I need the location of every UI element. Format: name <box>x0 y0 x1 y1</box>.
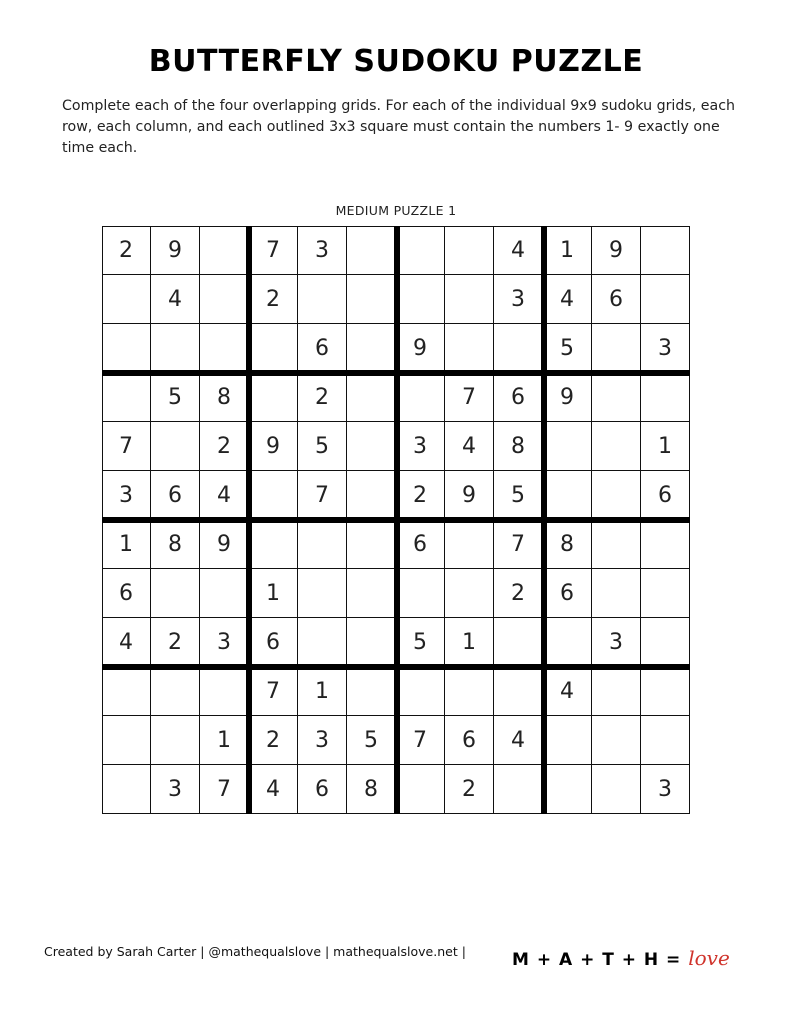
sudoku-cell[interactable]: 2 <box>249 716 298 765</box>
sudoku-cell[interactable]: 9 <box>445 471 494 520</box>
sudoku-cell[interactable]: 4 <box>494 716 543 765</box>
sudoku-cell[interactable] <box>298 618 347 667</box>
sudoku-cell[interactable] <box>543 716 592 765</box>
sudoku-cell[interactable]: 2 <box>298 373 347 422</box>
sudoku-cell[interactable]: 1 <box>445 618 494 667</box>
sudoku-cell[interactable]: 6 <box>396 520 445 569</box>
sudoku-cell[interactable] <box>592 765 641 814</box>
sudoku-cell[interactable] <box>641 275 690 324</box>
sudoku-cell[interactable] <box>592 716 641 765</box>
sudoku-cell[interactable] <box>249 373 298 422</box>
sudoku-cell[interactable]: 7 <box>298 471 347 520</box>
sudoku-cell[interactable]: 6 <box>298 765 347 814</box>
sudoku-cell[interactable]: 5 <box>543 324 592 373</box>
sudoku-cell[interactable] <box>347 324 396 373</box>
sudoku-cell[interactable] <box>592 324 641 373</box>
sudoku-cell[interactable] <box>396 667 445 716</box>
sudoku-cell[interactable]: 9 <box>396 324 445 373</box>
page-title: BUTTERFLY SUDOKU PUZZLE <box>148 44 644 79</box>
sudoku-cell[interactable] <box>102 324 151 373</box>
puzzle-label: MEDIUM PUZZLE 1 <box>335 203 457 218</box>
sudoku-cell[interactable]: 1 <box>298 667 347 716</box>
sudoku-cell[interactable]: 3 <box>592 618 641 667</box>
brand-logo <box>512 946 730 970</box>
sudoku-cell[interactable]: 5 <box>396 618 445 667</box>
sudoku-cell[interactable]: 4 <box>151 275 200 324</box>
sudoku-cell[interactable] <box>347 618 396 667</box>
sudoku-cell[interactable]: 5 <box>494 471 543 520</box>
sudoku-cell[interactable] <box>347 667 396 716</box>
sudoku-cell[interactable] <box>347 226 396 275</box>
footer-credit: Created by Sarah Carter | @mathequalslove | mathequalslove.net | <box>44 944 466 959</box>
sudoku-cell[interactable] <box>445 226 494 275</box>
sudoku-cell[interactable] <box>151 422 200 471</box>
instructions-text: Complete each of the four overlapping grids. For each of the individual 9x9 sudoku grids, each row, each column, and each outlined 3x3 square must contain the numbers 1- 9 exactly one time each. <box>62 98 735 156</box>
sudoku-cell[interactable] <box>445 569 494 618</box>
sudoku-cell[interactable]: 6 <box>494 373 543 422</box>
sudoku-cell[interactable] <box>151 716 200 765</box>
sudoku-cell[interactable]: 3 <box>298 716 347 765</box>
sudoku-cell[interactable] <box>543 618 592 667</box>
sudoku-cell[interactable]: 2 <box>102 226 151 275</box>
sudoku-cell[interactable]: 1 <box>641 422 690 471</box>
sudoku-cell[interactable] <box>151 569 200 618</box>
sudoku-cell[interactable]: 3 <box>641 324 690 373</box>
sudoku-cell[interactable]: 2 <box>249 275 298 324</box>
sudoku-cell[interactable] <box>347 373 396 422</box>
sudoku-cell[interactable] <box>494 765 543 814</box>
box-divider-horizontal <box>102 664 690 670</box>
sudoku-cell[interactable]: 8 <box>347 765 396 814</box>
sudoku-cell[interactable]: 2 <box>396 471 445 520</box>
sudoku-cell[interactable] <box>200 667 249 716</box>
sudoku-cell[interactable] <box>641 618 690 667</box>
sudoku-cell[interactable] <box>102 373 151 422</box>
sudoku-cell[interactable]: 3 <box>298 226 347 275</box>
sudoku-cell[interactable] <box>543 422 592 471</box>
box-divider-horizontal <box>102 370 690 376</box>
sudoku-cell[interactable]: 9 <box>200 520 249 569</box>
sudoku-cell[interactable] <box>200 275 249 324</box>
sudoku-cell[interactable] <box>347 422 396 471</box>
sudoku-cell[interactable] <box>298 275 347 324</box>
sudoku-cell[interactable]: 5 <box>298 422 347 471</box>
sudoku-cell[interactable] <box>592 373 641 422</box>
sudoku-cell[interactable]: 6 <box>102 569 151 618</box>
sudoku-cell[interactable]: 2 <box>494 569 543 618</box>
sudoku-cell[interactable] <box>543 765 592 814</box>
sudoku-cell[interactable]: 8 <box>200 373 249 422</box>
sudoku-cell[interactable] <box>641 226 690 275</box>
sudoku-cell[interactable]: 8 <box>543 520 592 569</box>
sudoku-cell[interactable]: 9 <box>151 226 200 275</box>
sudoku-cell[interactable]: 4 <box>494 226 543 275</box>
sudoku-cell[interactable]: 7 <box>102 422 151 471</box>
sudoku-cell[interactable]: 6 <box>151 471 200 520</box>
sudoku-cell[interactable]: 6 <box>298 324 347 373</box>
sudoku-cell[interactable]: 4 <box>543 667 592 716</box>
sudoku-cell[interactable]: 7 <box>494 520 543 569</box>
sudoku-cell[interactable]: 7 <box>445 373 494 422</box>
sudoku-cell[interactable] <box>641 667 690 716</box>
sudoku-cell[interactable] <box>200 324 249 373</box>
sudoku-cell[interactable] <box>200 569 249 618</box>
sudoku-cell[interactable] <box>396 569 445 618</box>
sudoku-cell[interactable]: 1 <box>543 226 592 275</box>
sudoku-cell[interactable]: 4 <box>445 422 494 471</box>
sudoku-cell[interactable] <box>396 373 445 422</box>
sudoku-cell[interactable] <box>151 667 200 716</box>
sudoku-cell[interactable] <box>249 520 298 569</box>
sudoku-cell[interactable]: 3 <box>200 618 249 667</box>
sudoku-cell[interactable] <box>445 667 494 716</box>
sudoku-cell[interactable] <box>445 520 494 569</box>
sudoku-cell[interactable] <box>543 471 592 520</box>
sudoku-cell[interactable] <box>592 471 641 520</box>
sudoku-cell[interactable]: 2 <box>445 765 494 814</box>
sudoku-cell[interactable]: 6 <box>543 569 592 618</box>
sudoku-cell[interactable] <box>494 667 543 716</box>
sudoku-cell[interactable]: 6 <box>249 618 298 667</box>
sudoku-cell[interactable] <box>641 373 690 422</box>
sudoku-cell[interactable] <box>347 275 396 324</box>
sudoku-cell[interactable] <box>396 275 445 324</box>
sudoku-cell[interactable] <box>298 569 347 618</box>
sudoku-cell[interactable]: 1 <box>102 520 151 569</box>
sudoku-cell[interactable] <box>592 569 641 618</box>
sudoku-cell[interactable] <box>641 569 690 618</box>
sudoku-cell[interactable]: 2 <box>200 422 249 471</box>
sudoku-cell[interactable]: 9 <box>592 226 641 275</box>
sudoku-cell[interactable]: 3 <box>102 471 151 520</box>
sudoku-cell[interactable]: 3 <box>151 765 200 814</box>
sudoku-cell[interactable] <box>102 765 151 814</box>
sudoku-cell[interactable]: 8 <box>494 422 543 471</box>
sudoku-cell[interactable]: 1 <box>249 569 298 618</box>
sudoku-cell[interactable] <box>200 226 249 275</box>
sudoku-cell[interactable]: 7 <box>396 716 445 765</box>
sudoku-cell[interactable] <box>641 520 690 569</box>
sudoku-cell[interactable] <box>249 324 298 373</box>
sudoku-cell[interactable] <box>102 667 151 716</box>
sudoku-cell[interactable]: 5 <box>151 373 200 422</box>
sudoku-cell[interactable]: 3 <box>641 765 690 814</box>
sudoku-cell[interactable]: 4 <box>200 471 249 520</box>
sudoku-cell[interactable] <box>298 520 347 569</box>
sudoku-cell[interactable] <box>592 422 641 471</box>
sudoku-cell[interactable] <box>347 520 396 569</box>
sudoku-cell[interactable] <box>347 569 396 618</box>
sudoku-cell[interactable]: 7 <box>200 765 249 814</box>
sudoku-cell[interactable] <box>151 324 200 373</box>
sudoku-cell[interactable] <box>396 226 445 275</box>
sudoku-cell[interactable] <box>347 471 396 520</box>
sudoku-cell[interactable]: 4 <box>102 618 151 667</box>
sudoku-cell[interactable] <box>249 471 298 520</box>
sudoku-cell[interactable]: 3 <box>396 422 445 471</box>
sudoku-cell[interactable]: 7 <box>249 226 298 275</box>
sudoku-cell[interactable] <box>102 275 151 324</box>
sudoku-cell[interactable]: 4 <box>249 765 298 814</box>
sudoku-cell[interactable]: 1 <box>200 716 249 765</box>
sudoku-cell[interactable]: 5 <box>347 716 396 765</box>
sudoku-cell[interactable] <box>445 275 494 324</box>
sudoku-cell[interactable] <box>102 716 151 765</box>
sudoku-cell[interactable]: 6 <box>445 716 494 765</box>
sudoku-cell[interactable] <box>592 520 641 569</box>
sudoku-cell[interactable]: 3 <box>494 275 543 324</box>
sudoku-cell[interactable]: 9 <box>249 422 298 471</box>
sudoku-cell[interactable] <box>494 324 543 373</box>
sudoku-cell[interactable] <box>445 324 494 373</box>
sudoku-cell[interactable]: 2 <box>151 618 200 667</box>
brand-love-text: love <box>688 946 730 970</box>
sudoku-cell[interactable]: 4 <box>543 275 592 324</box>
sudoku-cell[interactable]: 8 <box>151 520 200 569</box>
sudoku-cell[interactable] <box>396 765 445 814</box>
sudoku-cell[interactable] <box>592 667 641 716</box>
sudoku-cell[interactable]: 7 <box>249 667 298 716</box>
sudoku-cell[interactable]: 6 <box>592 275 641 324</box>
sudoku-cell[interactable]: 9 <box>543 373 592 422</box>
sudoku-cell[interactable]: 6 <box>641 471 690 520</box>
brand-math-text: M + A + T + H = <box>512 950 682 970</box>
box-divider-horizontal <box>102 517 690 523</box>
sudoku-cell[interactable] <box>494 618 543 667</box>
sudoku-cell[interactable] <box>641 716 690 765</box>
